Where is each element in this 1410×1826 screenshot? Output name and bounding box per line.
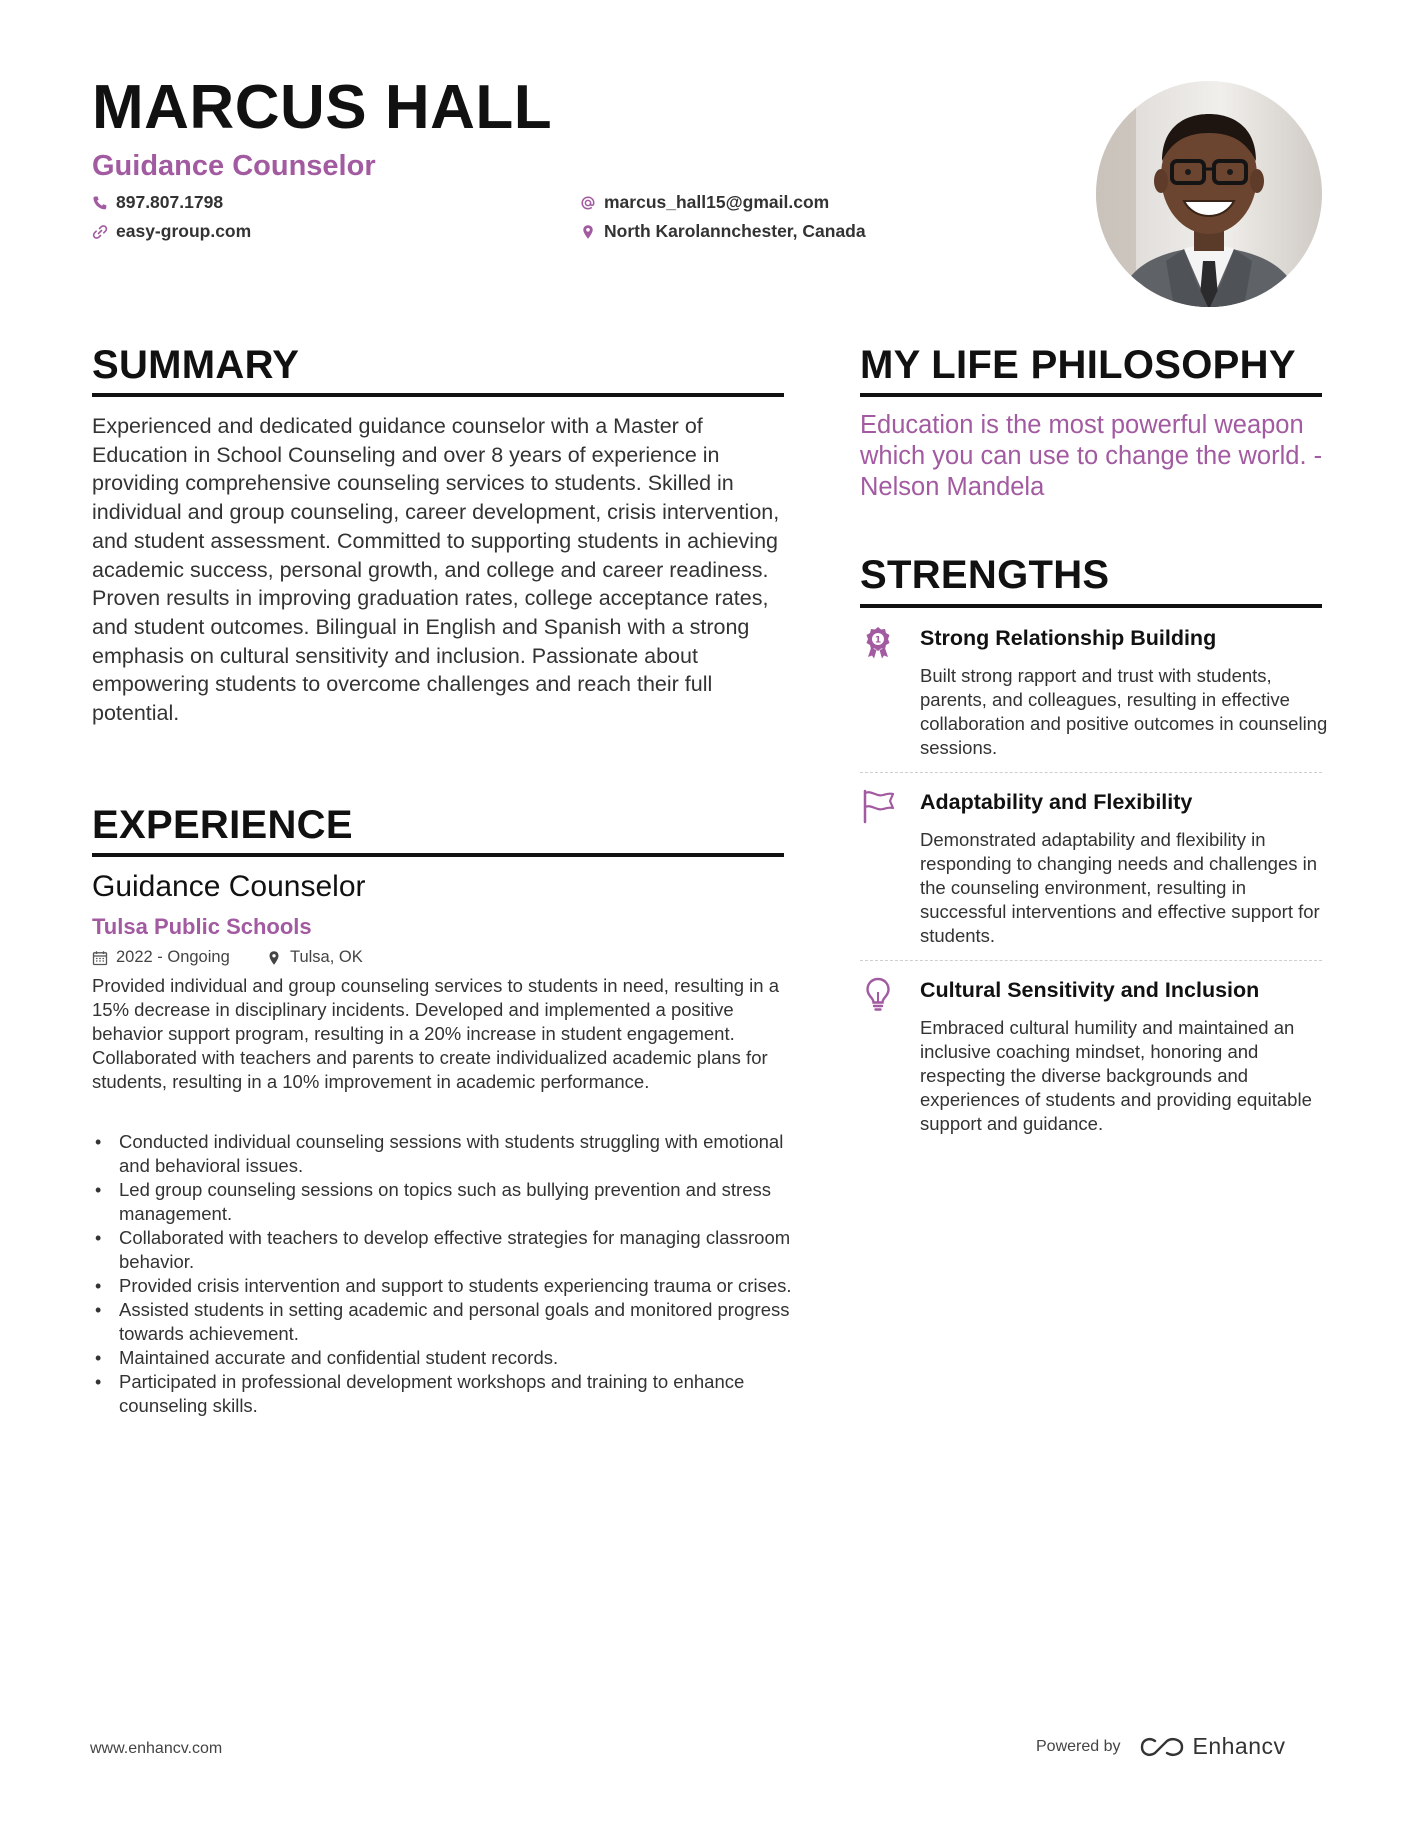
bullet-item: • Collaborated with teachers to develop effective strategies for managing classroom behavior. (92, 1226, 792, 1274)
job-description: Provided individual and group counseling services to students in need, resulting in a 15% decrease in disciplinary incidents. Developed and implemented a positive behavior support program, resulting in a 20% increase in student engagement. Collaborated with teachers and parents to create individualized academic plans for students, resulting in a 10% improvement in academic performance. (92, 975, 779, 1092)
summary-divider (92, 393, 784, 397)
bullet-item: • Assisted students in setting academic and personal goals and monitored progress towards achievement. (92, 1298, 792, 1346)
strengths-divider (860, 604, 1322, 608)
at-icon (580, 195, 596, 211)
contact-website (92, 221, 251, 242)
philosophy-divider (860, 393, 1322, 397)
summary-heading: SUMMARY (92, 343, 300, 387)
bullet-item: • Conducted individual counseling sessions with students struggling with emotional and behavioral issues. (92, 1130, 792, 1178)
website-text[interactable]: easy-group.com (116, 221, 252, 241)
brand-logo[interactable] (1139, 1733, 1286, 1760)
strength-title: Strong Relationship Building (920, 626, 1217, 650)
enhancv-logo-icon (1139, 1735, 1185, 1759)
job-title: Guidance Counselor (92, 870, 366, 903)
bullet-item: • Provided crisis intervention and support to students experiencing trauma or crises. (92, 1274, 792, 1298)
location-pin-icon (266, 950, 282, 966)
location-pin-icon (580, 224, 596, 240)
philosophy-quote: Education is the most powerful weapon which you can use to change the world. - Nelson Mandela (860, 411, 1323, 501)
job-location (266, 948, 363, 967)
strength-description: Built strong rapport and trust with students, parents, and colleagues, resulting in effective collaboration and positive outcomes in counseling sessions. (920, 665, 1328, 758)
experience-heading: EXPERIENCE (92, 803, 353, 847)
bullet-item: • Led group counseling sessions on topics such as bullying prevention and stress management. (92, 1178, 792, 1226)
strength-title: Cultural Sensitivity and Inclusion (920, 978, 1260, 1002)
strength-separator (860, 772, 1322, 773)
svg-text:1: 1 (874, 635, 882, 646)
strengths-heading: STRENGTHS (860, 553, 1110, 597)
award-ribbon-icon (860, 624, 896, 660)
contact-location (580, 221, 866, 242)
calendar-icon (92, 950, 108, 966)
company-name: Tulsa Public Schools (92, 914, 312, 939)
contact-phone (92, 192, 223, 213)
lightbulb-icon (860, 976, 896, 1012)
brand-name: Enhancv (1192, 1733, 1286, 1759)
phone-icon (92, 195, 108, 211)
summary-text: Experienced and dedicated guidance counselor with a Master of Education in School Counseling and over 8 years of experience in providing comprehensive counseling services to students. Skilled in individual and group counseling, career development, crisis intervention, and student assessment. Committed to supporting students in achieving academic success, personal growth, and college and career readiness. Proven results in improving graduation rates, college acceptance rates, and student outcomes. Bilingual in English and Spanish with a strong emphasis on cultural sensitivity and inclusion. Passionate about empowering students to overcome challenges and reach their full potential. (92, 414, 780, 726)
strength-description: Embraced cultural humility and maintained an inclusive coaching mindset, honoring and respecting the diverse backgrounds and experiences of students and providing equitable support and guidance. (920, 1017, 1312, 1134)
strength-title: Adaptability and Flexibility (920, 790, 1193, 814)
candidate-name: MARCUS HALL (92, 73, 553, 142)
footer-website[interactable]: www.enhancv.com (90, 1740, 223, 1757)
link-icon (92, 224, 108, 240)
experience-divider (92, 853, 784, 857)
phone-text[interactable]: 897.807.1798 (116, 192, 224, 212)
job-bullets (92, 1130, 792, 1418)
email-text[interactable]: marcus_hall15@gmail.com (604, 192, 830, 212)
candidate-role: Guidance Counselor (92, 150, 376, 182)
location-text: North Karolannchester, Canada (604, 221, 866, 241)
bullet-item: • Participated in professional development workshops and training to enhance counseling skills. (92, 1370, 792, 1418)
strength-description: Demonstrated adaptability and flexibility in responding to changing needs and challenges in the counseling environment, resulting in successful interventions and effective support for students. (920, 829, 1320, 946)
flag-icon (860, 788, 896, 824)
footer-branding (1036, 1733, 1286, 1760)
job-dates (92, 948, 230, 967)
job-dates-text: 2022 - Ongoing (116, 948, 230, 966)
contact-email (580, 192, 829, 213)
job-location-text: Tulsa, OK (290, 948, 363, 966)
bullet-item: • Maintained accurate and confidential student records. (92, 1346, 792, 1370)
profile-photo (1096, 81, 1322, 307)
strength-separator (860, 960, 1322, 961)
philosophy-heading: MY LIFE PHILOSOPHY (860, 343, 1296, 387)
powered-by-label: Powered by (1036, 1737, 1121, 1755)
